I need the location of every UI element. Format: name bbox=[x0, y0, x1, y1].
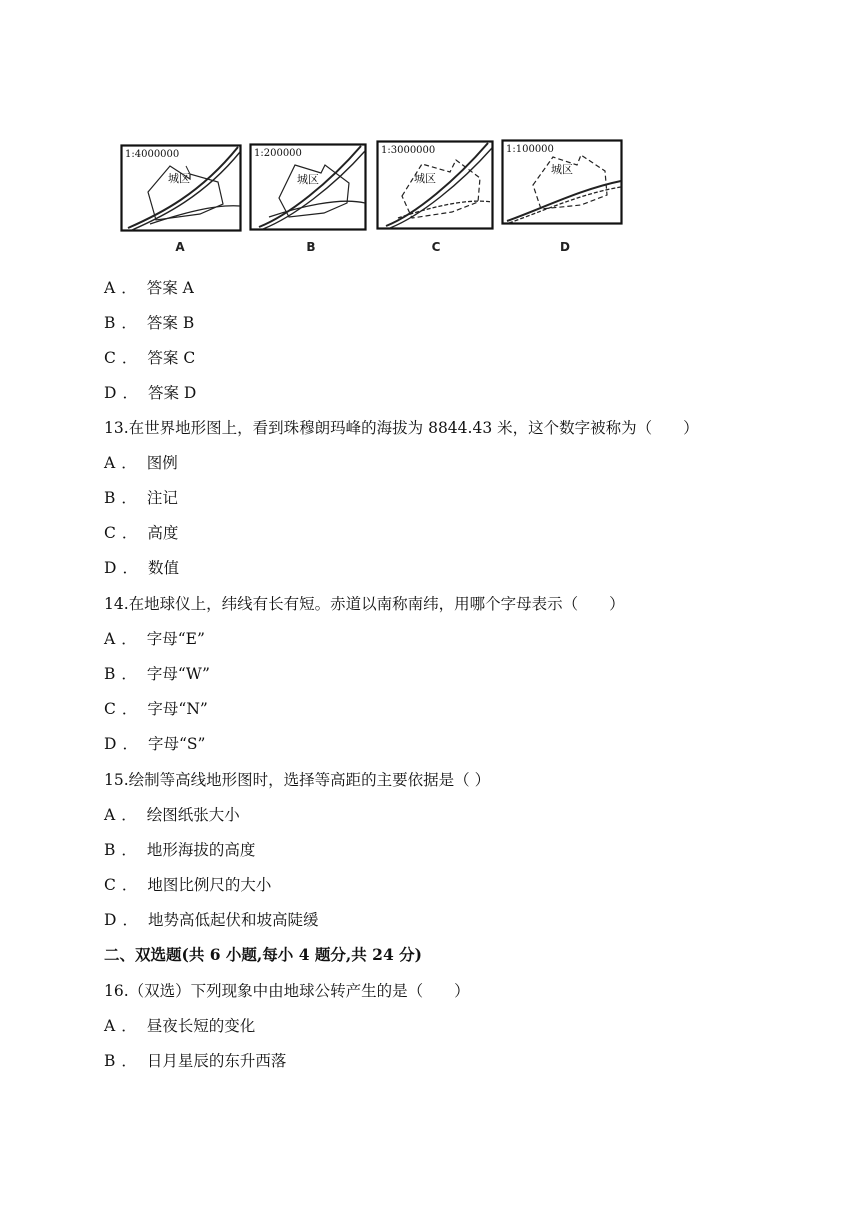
option-letter: D bbox=[104, 735, 117, 753]
option-text: 日月星辰的东升西落 bbox=[146, 1052, 287, 1070]
option-letter: A bbox=[104, 454, 116, 472]
option-text: 数值 bbox=[147, 559, 179, 577]
q12-option-d bbox=[104, 383, 196, 403]
option-text: 答案 C bbox=[147, 349, 196, 367]
option-separator: ． bbox=[122, 559, 138, 577]
map-b-scale: 1:200000 bbox=[254, 148, 302, 159]
option-separator: ． bbox=[121, 524, 138, 542]
map-a-city: 城区 bbox=[168, 172, 190, 185]
option-letter: C bbox=[104, 700, 116, 718]
map-b-city: 城区 bbox=[297, 173, 319, 186]
option-separator: ． bbox=[121, 349, 138, 367]
option-text: 答案 D bbox=[147, 384, 197, 402]
q16-option-b bbox=[104, 1051, 286, 1071]
option-letter: C bbox=[104, 524, 116, 542]
option-text: 地形海拔的高度 bbox=[146, 841, 256, 859]
option-separator: ． bbox=[121, 665, 137, 683]
option-text: 字母“N” bbox=[147, 700, 208, 718]
option-separator: ． bbox=[122, 384, 138, 402]
option-text: 字母“S” bbox=[147, 735, 206, 753]
map-b-drawing bbox=[249, 143, 367, 231]
option-separator: ． bbox=[121, 876, 138, 894]
option-letter: B bbox=[104, 841, 116, 859]
option-letter: D bbox=[104, 911, 117, 929]
option-separator: ． bbox=[121, 454, 137, 472]
option-separator: ． bbox=[122, 911, 138, 929]
option-letter: A bbox=[104, 1017, 116, 1035]
q14-option-a bbox=[104, 629, 205, 649]
q13-option-b bbox=[104, 488, 178, 508]
q14-option-b bbox=[104, 664, 210, 684]
q16-option-a bbox=[104, 1016, 255, 1036]
q15-option-c bbox=[104, 875, 271, 895]
map-a-drawing bbox=[120, 144, 242, 232]
option-separator: ． bbox=[121, 314, 137, 332]
q12-option-a bbox=[104, 278, 194, 298]
option-text: 昼夜长短的变化 bbox=[146, 1017, 256, 1035]
map-c-drawing bbox=[376, 140, 494, 230]
option-letter: A bbox=[104, 279, 116, 297]
q14-option-d bbox=[104, 734, 205, 754]
option-text: 地图比例尺的大小 bbox=[147, 876, 272, 894]
option-separator: ． bbox=[121, 841, 137, 859]
map-a-scale: 1:4000000 bbox=[125, 149, 180, 160]
option-separator: ． bbox=[121, 806, 137, 824]
q13-option-a bbox=[104, 453, 178, 473]
option-text: 字母“W” bbox=[146, 665, 210, 683]
map-c-label: C bbox=[431, 240, 441, 254]
option-text: 地势高低起伏和坡高陡缓 bbox=[147, 911, 319, 929]
option-letter: B bbox=[104, 665, 116, 683]
section-heading: 二、双选题(共 6 小题,每小 4 题分,共 24 分) bbox=[104, 945, 422, 964]
map-d-drawing bbox=[501, 139, 623, 225]
map-a bbox=[120, 144, 242, 254]
map-d bbox=[501, 139, 623, 254]
option-text: 注记 bbox=[146, 489, 178, 507]
option-letter: C bbox=[104, 349, 116, 367]
option-text: 字母“E” bbox=[146, 630, 205, 648]
option-separator: ． bbox=[121, 279, 137, 297]
q15-stem: 15.绘制等高线地形图时，选择等高距的主要依据是（ ） bbox=[104, 771, 491, 789]
option-separator: ． bbox=[121, 489, 137, 507]
map-figure-group bbox=[120, 136, 630, 261]
map-d-scale: 1:100000 bbox=[506, 144, 554, 155]
option-text: 答案 B bbox=[146, 314, 195, 332]
q12-option-b bbox=[104, 313, 194, 333]
map-d-city: 城区 bbox=[551, 163, 573, 176]
map-b bbox=[249, 143, 367, 254]
option-text: 图例 bbox=[146, 454, 178, 472]
map-d-label: D bbox=[560, 240, 570, 254]
option-letter: B bbox=[104, 489, 116, 507]
option-text: 绘图纸张大小 bbox=[146, 806, 240, 824]
q14-option-c bbox=[104, 699, 208, 719]
option-letter: C bbox=[104, 876, 116, 894]
option-letter: D bbox=[104, 559, 117, 577]
map-c-city: 城区 bbox=[414, 172, 436, 185]
option-text: 高度 bbox=[147, 524, 179, 542]
q16-stem: 16.（双选）下列现象中由地球公转产生的是（ ） bbox=[104, 982, 470, 1000]
q15-option-d bbox=[104, 910, 318, 930]
q15-option-a bbox=[104, 805, 240, 825]
map-b-label: B bbox=[306, 240, 316, 254]
q15-option-b bbox=[104, 840, 255, 860]
map-a-label: A bbox=[175, 240, 185, 254]
option-letter: D bbox=[104, 384, 117, 402]
option-separator: ． bbox=[121, 1017, 137, 1035]
option-separator: ． bbox=[121, 1052, 137, 1070]
option-letter: A bbox=[104, 630, 116, 648]
option-separator: ． bbox=[121, 630, 137, 648]
option-separator: ． bbox=[121, 700, 138, 718]
option-letter: A bbox=[104, 806, 116, 824]
map-c-scale: 1:3000000 bbox=[381, 145, 436, 156]
q12-option-c bbox=[104, 348, 195, 368]
q14-stem: 14.在地球仪上，纬线有长有短。赤道以南称南纬，用哪个字母表示（ ） bbox=[104, 595, 625, 613]
q13-option-c bbox=[104, 523, 178, 543]
q13-option-d bbox=[104, 558, 179, 578]
option-letter: B bbox=[104, 1052, 116, 1070]
map-c bbox=[376, 140, 494, 254]
option-text: 答案 A bbox=[146, 279, 194, 297]
q13-stem: 13.在世界地形图上，看到珠穆朗玛峰的海拔为 8844.43 米，这个数字被称为（ ） bbox=[104, 419, 699, 437]
option-separator: ． bbox=[122, 735, 138, 753]
option-letter: B bbox=[104, 314, 116, 332]
